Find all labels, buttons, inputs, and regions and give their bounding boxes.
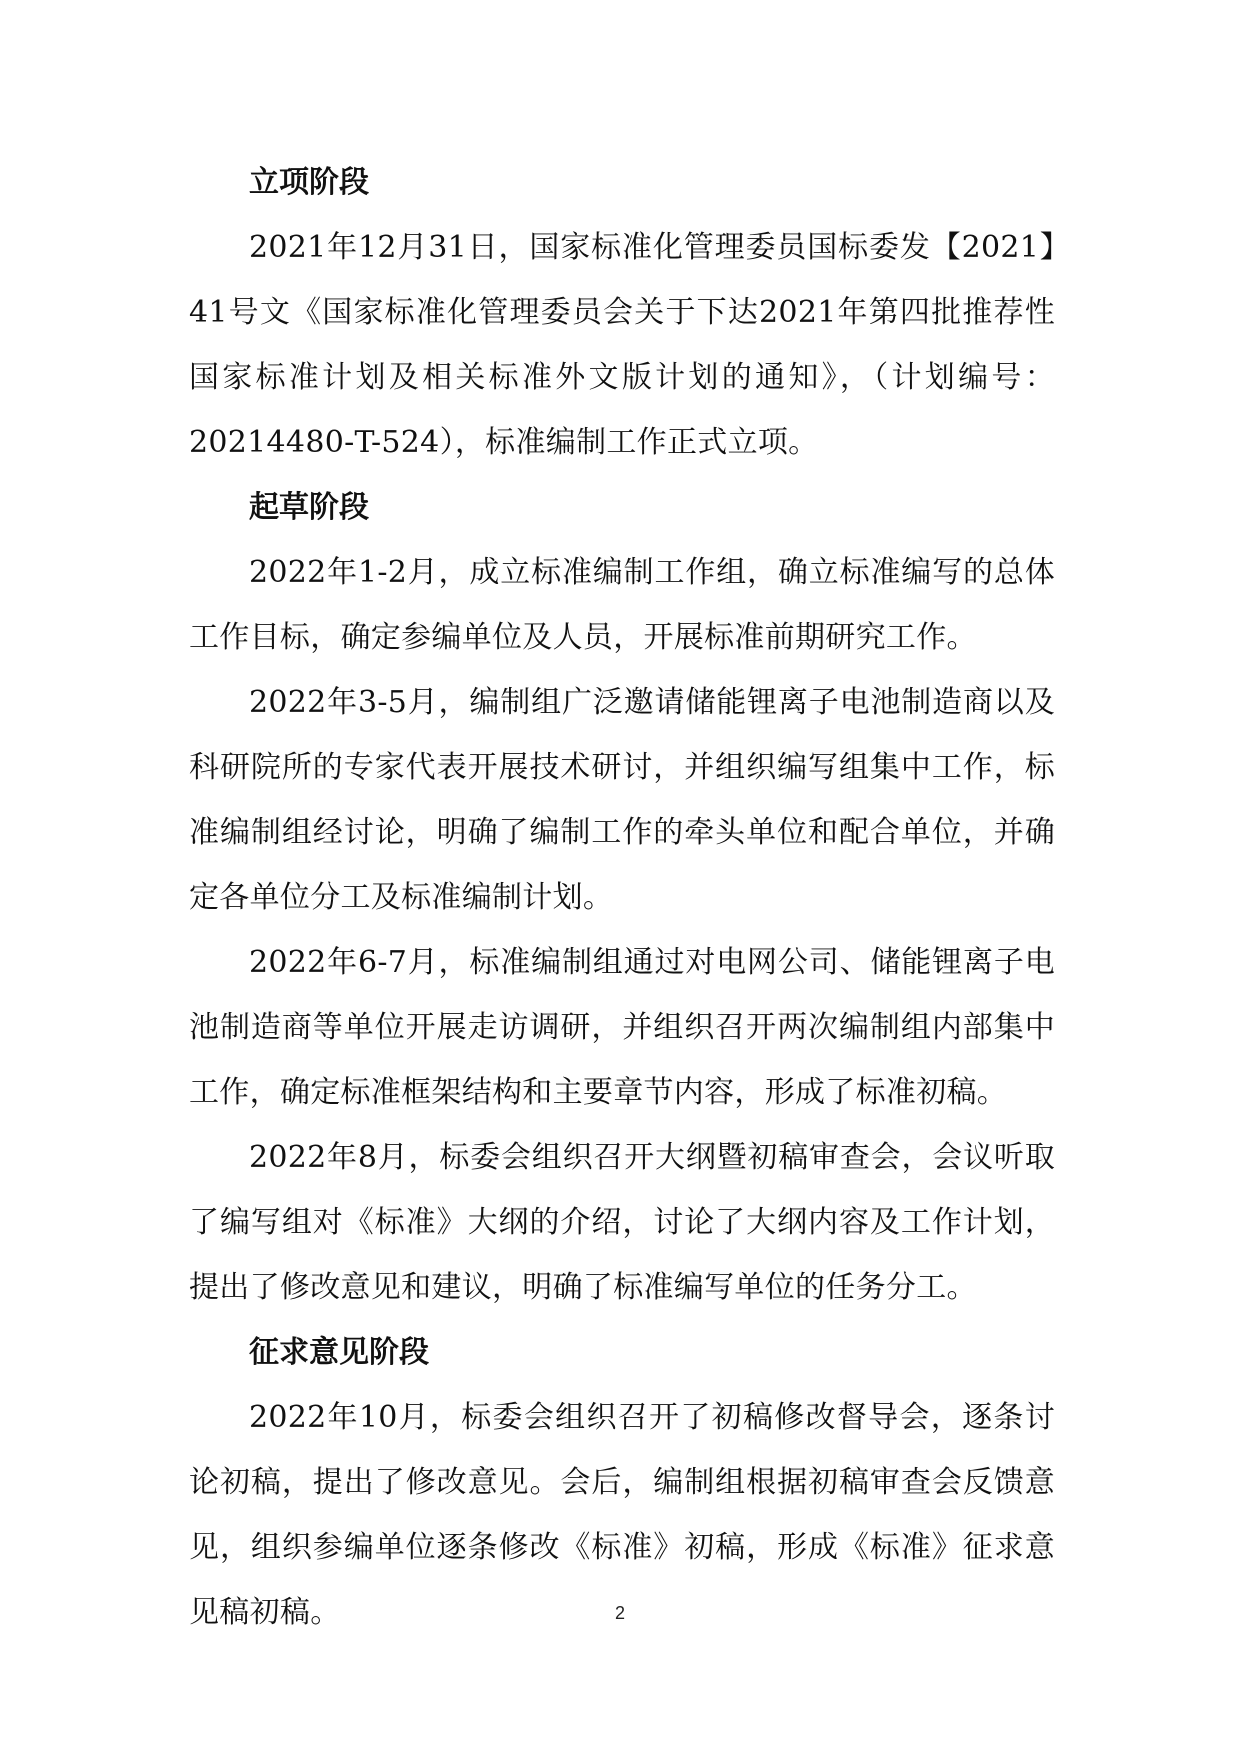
document-body <box>189 150 1055 1645</box>
paragraph-drafting-jun-jul: 2022年6-7月，标准编制组通过对电网公司、储能锂离子电池制造商等单位开展走访调研，并组织召开两次编制组内部集中工作，确定标准框架结构和主要章节内容，形成了标准初稿。 <box>189 945 1055 1110</box>
section-heading-project-approval: 立项阶段 <box>249 165 369 200</box>
paragraph-drafting-mar-may: 2022年3-5月，编制组广泛邀请储能锂离子电池制造商以及科研院所的专家代表开展技术研讨，并组织编写组集中工作，标准编制组经讨论，明确了编制工作的牵头单位和配合单位，并确定各单位分工及标准编制计划。 <box>189 685 1055 915</box>
paragraph-drafting-aug: 2022年8月，标委会组织召开大纲暨初稿审查会，会议听取了编写组对《标准》大纲的介绍，讨论了大纲内容及工作计划，提出了修改意见和建议，明确了标准编写单位的任务分工。 <box>189 1140 1055 1305</box>
paragraph-drafting-jan-feb: 2022年1-2月，成立标准编制工作组，确立标准编写的总体工作目标，确定参编单位及人员，开展标准前期研究工作。 <box>189 555 1055 655</box>
section-heading-drafting: 起草阶段 <box>249 490 369 525</box>
paragraph-approval-notice: 2021年12月31日，国家标准化管理委员国标委发【2021】41号文《国家标准化管理委员会关于下达2021年第四批推荐性国家标准计划及相关标准外文版计划的通知》，（计划编号：20214480-T-524），标准编制工作正式立项。 <box>189 230 1055 460</box>
section-heading-consultation: 征求意见阶段 <box>249 1335 429 1370</box>
page-number: 2 <box>614 1603 625 1623</box>
paragraph-consultation-oct: 2022年10月，标委会组织召开了初稿修改督导会，逐条讨论初稿，提出了修改意见。会后，编制组根据初稿审查会反馈意见，组织参编单位逐条修改《标准》初稿，形成《标准》征求意见稿初稿。 <box>189 1400 1055 1630</box>
